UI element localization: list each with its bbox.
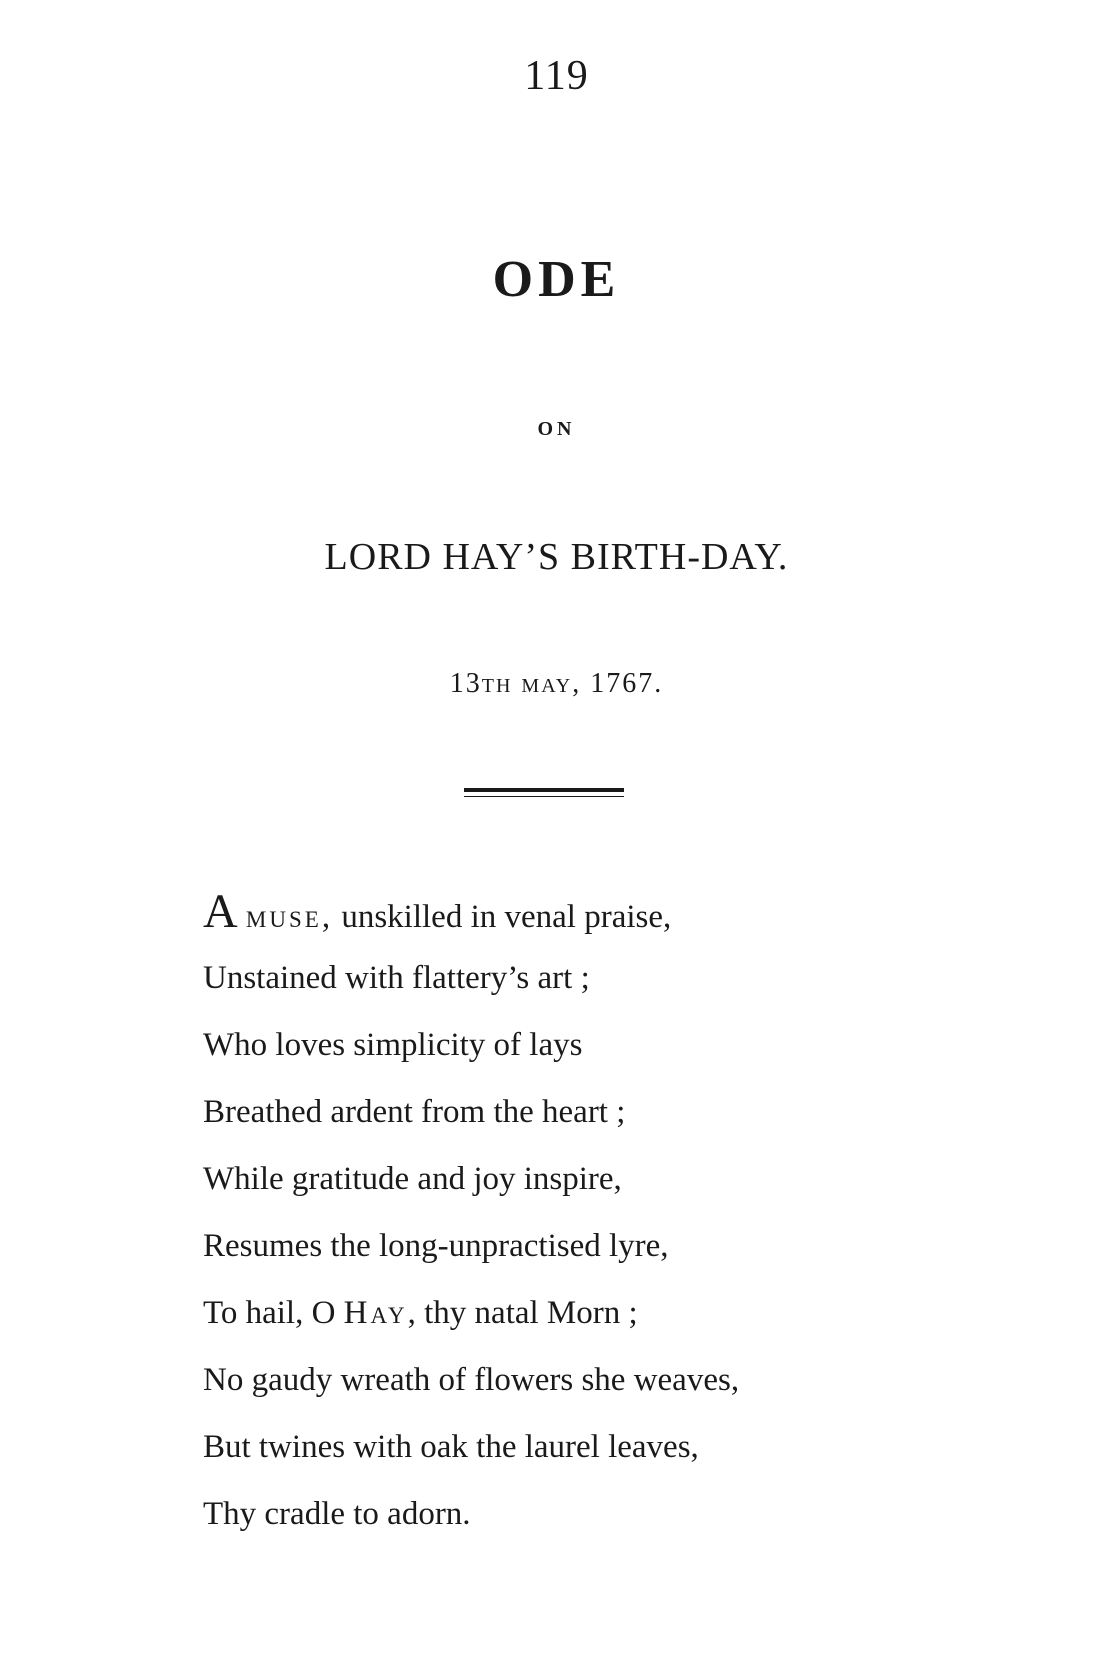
poem-line — [203, 1280, 923, 1347]
poem-line — [203, 878, 923, 945]
poem-line: Breathed ardent from the heart ; — [203, 1094, 626, 1130]
poem-line: Unstained with flattery’s art ; — [203, 960, 590, 996]
poem-title: ODE — [492, 251, 621, 308]
poem-line: Who loves simplicity of lays — [203, 1027, 583, 1063]
initial-capital: A — [203, 885, 238, 938]
poem-date: 13th may, 1767. — [449, 668, 664, 699]
poem-line: No gaudy wreath of flowers she weaves, — [203, 1362, 740, 1398]
page-number: 119 — [524, 53, 589, 99]
line-text: To hail, O — [203, 1295, 344, 1331]
poem-stanza — [203, 878, 923, 1548]
poem-line: Thy cradle to adorn. — [203, 1496, 471, 1532]
line-text: unskilled in venal praise, — [333, 899, 672, 935]
small-caps-name: Hay — [343, 1295, 408, 1331]
small-caps-word: muse, — [245, 899, 334, 935]
poem-line: Resumes the long-unpractised lyre, — [203, 1228, 669, 1264]
poem-line: While gratitude and joy inspire, — [203, 1161, 622, 1197]
line-text: , thy natal Morn ; — [407, 1295, 638, 1331]
poem-subtitle: LORD HAY’S BIRTH-DAY. — [324, 536, 789, 578]
title-connector: ON — [537, 418, 576, 440]
double-rule-divider — [464, 788, 624, 797]
poem-line: But twines with oak the laurel leaves, — [203, 1429, 699, 1465]
